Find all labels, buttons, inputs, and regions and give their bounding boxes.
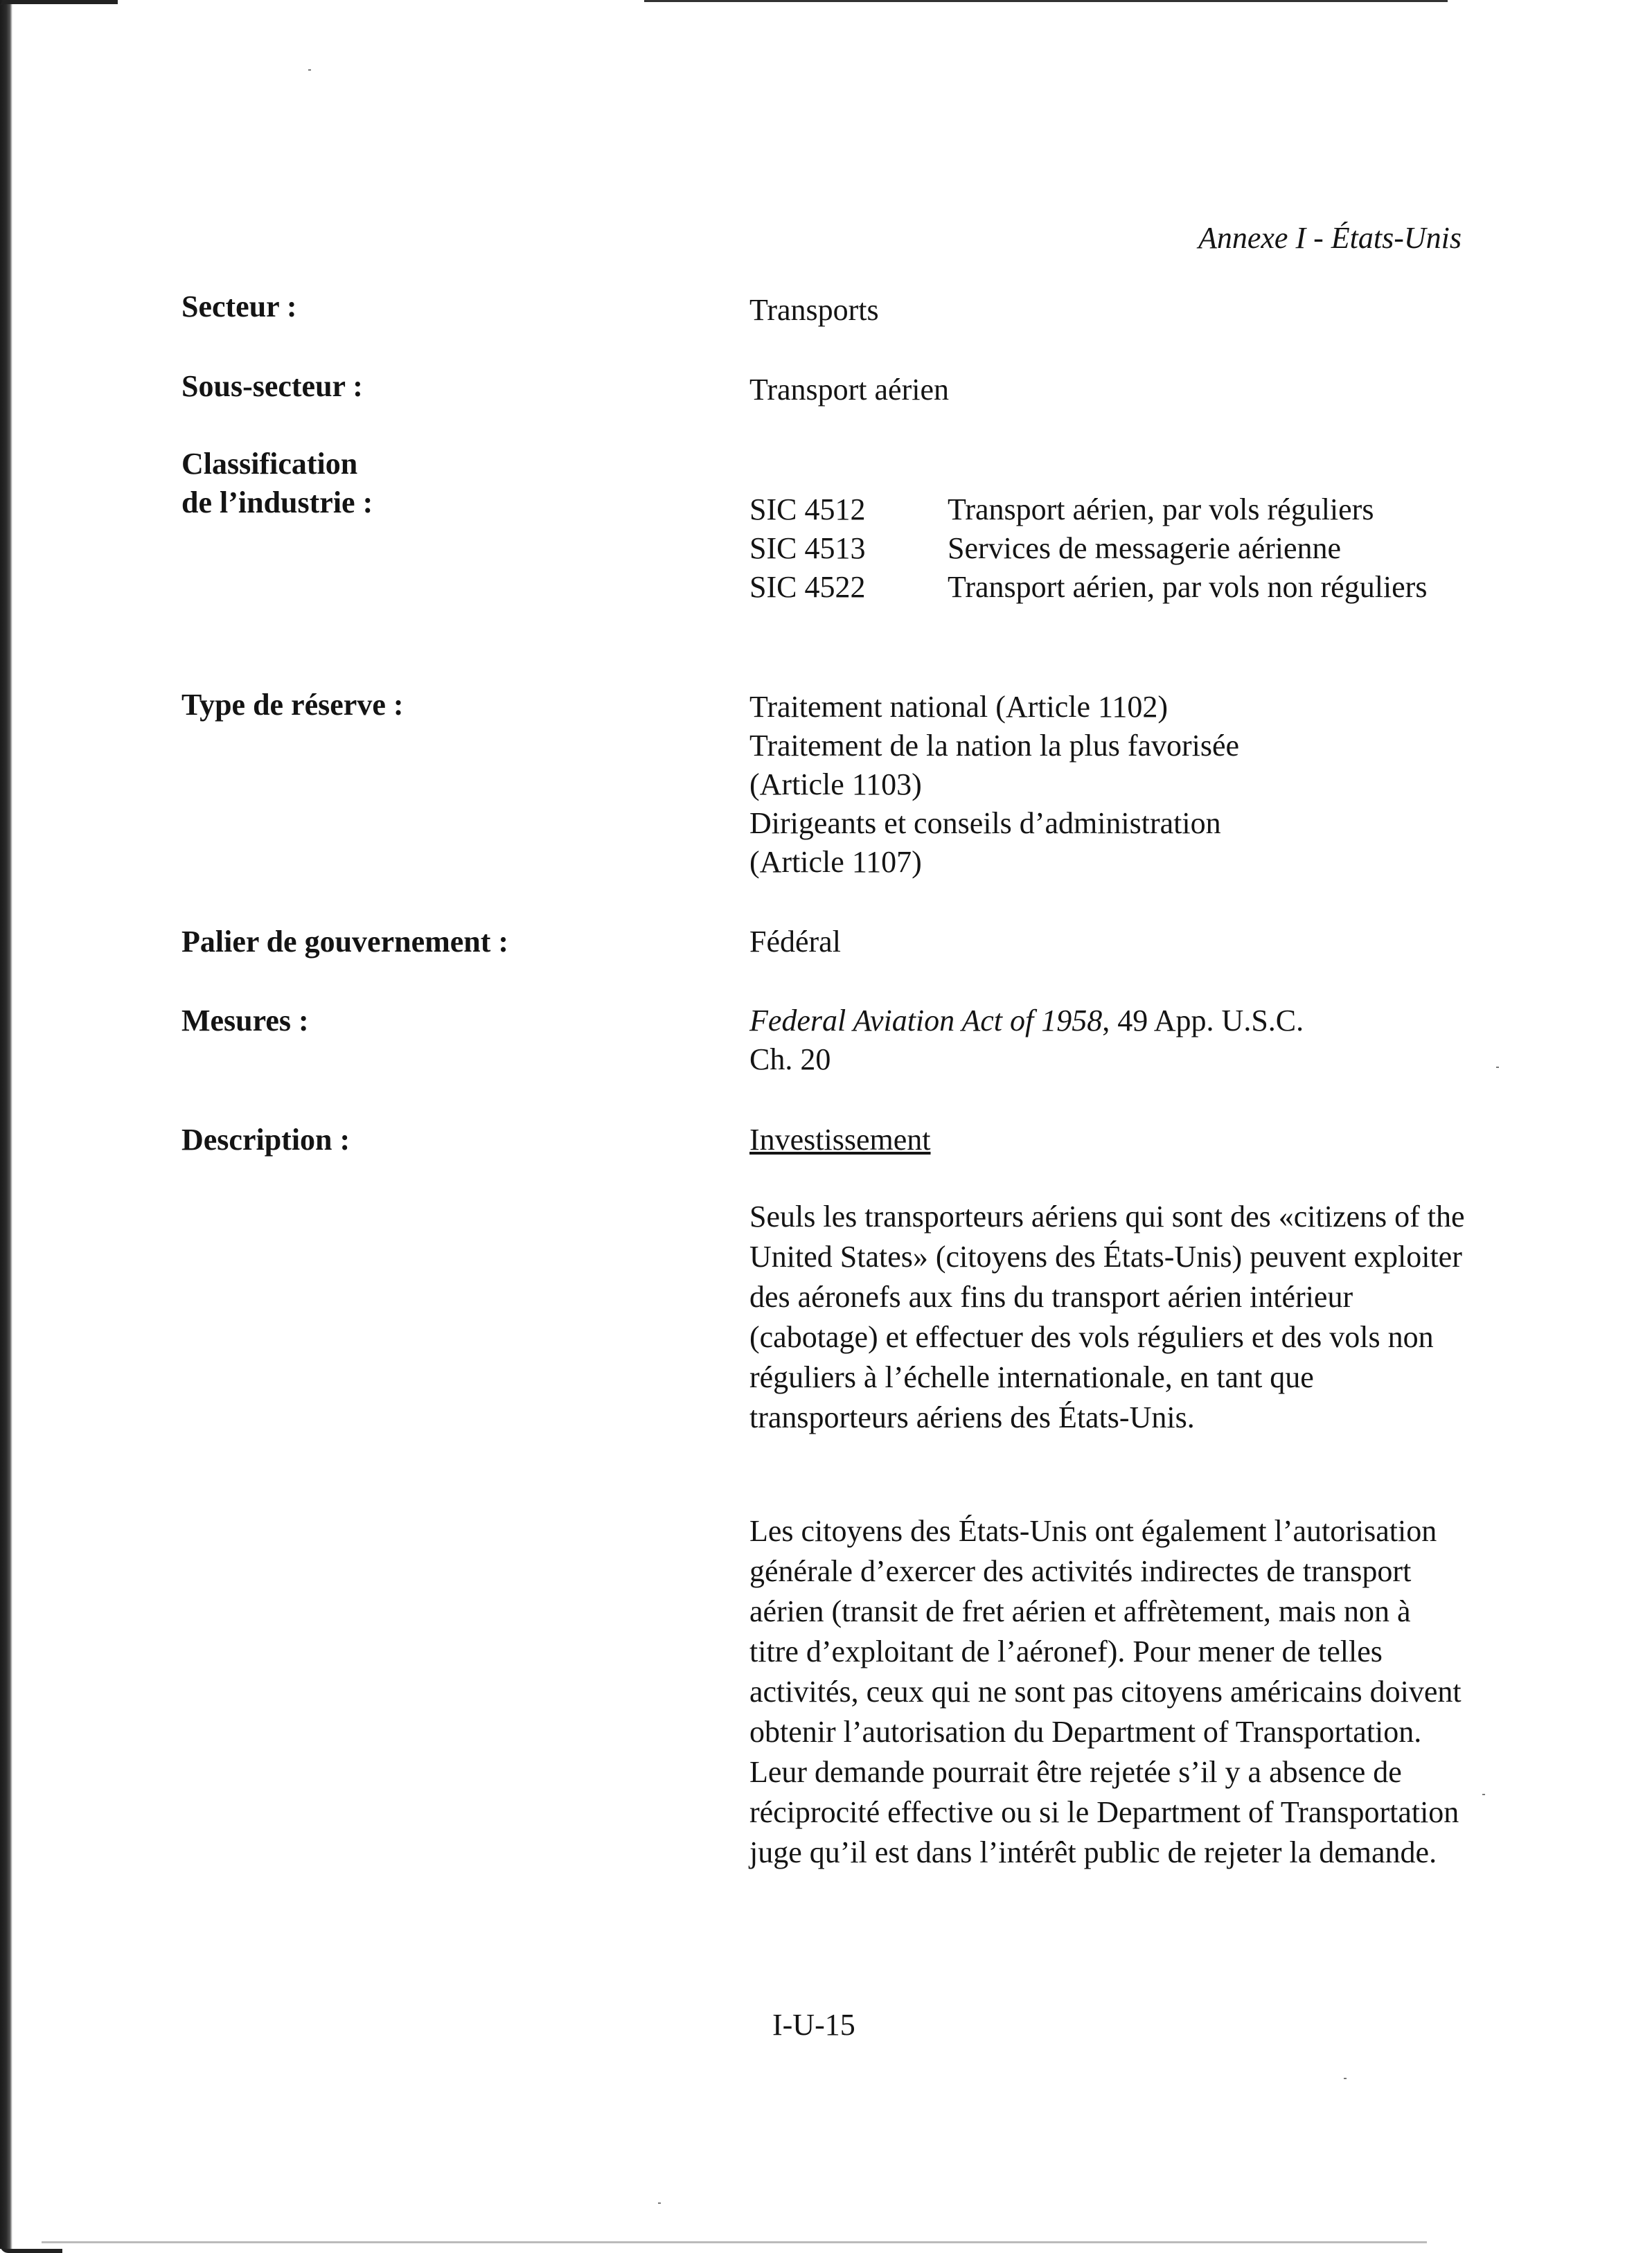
palier-value: Fédéral: [749, 925, 841, 959]
mesures-line1: [749, 1001, 1470, 1040]
sic-description: Services de messagerie aérienne: [948, 531, 1342, 565]
mesures-value: [749, 1001, 1470, 1079]
description-paragraph-2: Les citoyens des États-Unis ont également l’autorisation générale d’exercer des activités indirectes de transport aérien (transit de fret aérien et affrètement, mais non à titre d’exploitant de l’aéronef). Pour mener de telles activités, ceux qui ne sont pas citoyens américains doivent obtenir l’autorisation du Department of Transportation. Leur demande pourrait être rejetée s’il y a absence de réciprocité effective ou si le Department of Transportation juge qu’il est dans l’intérêt public de rejeter la demande.: [749, 1514, 1462, 1869]
scan-speck: [308, 69, 311, 71]
mesures-line2: Ch. 20: [749, 1042, 831, 1076]
reserve-line: Traitement de la nation la plus favorisée: [749, 729, 1240, 763]
scan-speck: [658, 2202, 661, 2204]
binding-curl-bottom: [0, 2209, 62, 2253]
mesures-label: Mesures :: [181, 1004, 309, 1038]
reserve-line: (Article 1103): [749, 767, 922, 801]
description-label: Description :: [181, 1123, 350, 1157]
sic-code: SIC 4512: [749, 492, 866, 526]
reserve-line: Traitement national (Article 1102): [749, 690, 1169, 724]
sic-code: SIC 4513: [749, 531, 866, 565]
sic-code: SIC 4522: [749, 570, 866, 604]
bottom-edge-line: [42, 2241, 1427, 2243]
scan-speck: [1496, 1067, 1499, 1068]
classification-label-line1: Classification: [181, 447, 358, 481]
reserve-line: Dirigeants et conseils d’administration: [749, 806, 1221, 840]
sous-secteur-label: Sous-secteur :: [181, 369, 363, 403]
sous-secteur-value: Transport aérien: [749, 373, 949, 407]
palier-label: Palier de gouvernement :: [181, 925, 509, 959]
sic-description: Transport aérien, par vols réguliers: [948, 492, 1374, 526]
binding-curl-top: [0, 0, 118, 25]
scan-speck: [1482, 1794, 1485, 1795]
act-title: Federal Aviation Act of 1958: [749, 1004, 1103, 1038]
classification-label: [181, 445, 373, 522]
page-number: I-U-15: [772, 2008, 855, 2042]
annex-header: Annexe I - États-Unis: [1198, 221, 1462, 255]
sic-description: Transport aérien, par vols non réguliers: [948, 570, 1428, 604]
reserve-line: (Article 1107): [749, 845, 922, 879]
top-edge-line: [644, 0, 1448, 2]
scan-speck: [1344, 2078, 1347, 2079]
description-paragraph-1: Seuls les transporteurs aériens qui sont des «citizens of the United States» (citoyens des États-Unis) peuvent exploiter des aéronefs aux fins du transport aérien intérieur (cabotage) et effectuer des vols réguliers et des vols non réguliers à l’échelle internationale, en tant que transporteurs aériens des États-Unis.: [749, 1200, 1465, 1434]
type-reserve-values: [749, 688, 1470, 882]
binding-edge: [0, 0, 12, 2249]
classification-label-line2: de l’industrie :: [181, 486, 373, 519]
type-reserve-label: Type de réserve :: [181, 688, 404, 722]
act-citation: , 49 App. U.S.C.: [1102, 1004, 1304, 1038]
description-subheading: Investissement: [749, 1123, 931, 1157]
secteur-label: Secteur :: [181, 290, 297, 323]
secteur-value: Transports: [749, 293, 879, 327]
